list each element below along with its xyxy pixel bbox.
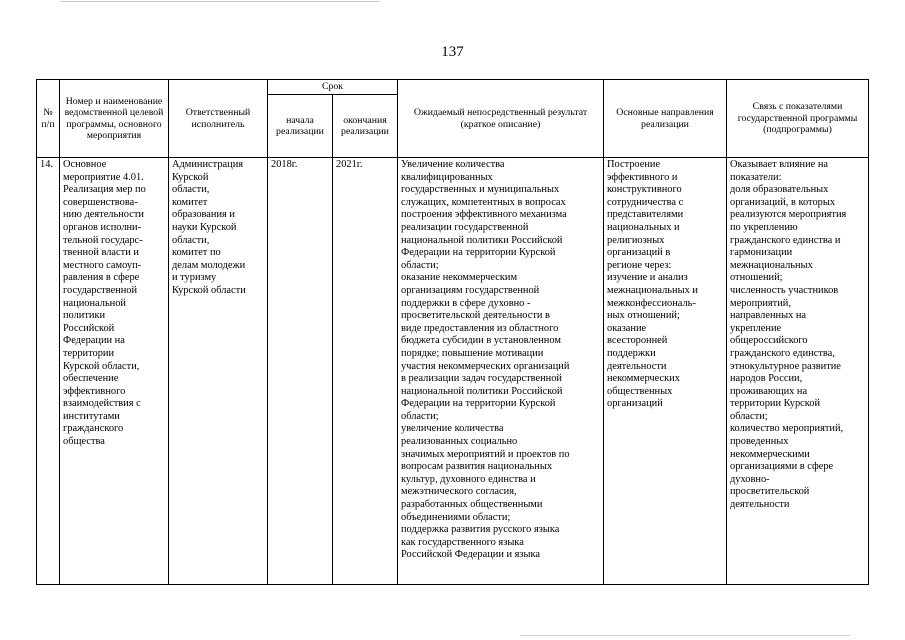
cell-text-line: Увеличение количества <box>401 159 505 170</box>
cell-text-line: доля образовательных <box>730 184 829 196</box>
cell-text-line: духовно- <box>730 473 770 485</box>
cell-text-line: обеспечение <box>63 373 119 385</box>
program-activities-table <box>36 79 869 585</box>
cell-text-line: численность участников <box>730 284 839 296</box>
header-term-end: окончания реализации <box>333 95 398 158</box>
cell-text-line: построения эффективного механизма <box>401 209 567 221</box>
cell-text-line: Российской Федерации и языка <box>401 549 540 561</box>
cell-text-line: в реализации задач государственной <box>401 373 562 385</box>
cell-text-line: гражданского единства и <box>730 234 841 246</box>
cell-text-line: поддержка развития русского языка <box>401 524 560 536</box>
responsible-cell <box>169 158 268 585</box>
cell-text-line: ных отношений; <box>607 310 680 322</box>
cell-text-line: гармонизации <box>730 247 793 259</box>
cell-text-line: области, <box>172 184 210 196</box>
cell-text-line: оказание <box>607 322 647 334</box>
header-num: № п/п <box>37 80 60 158</box>
cell-text-line: национальной <box>63 297 126 309</box>
header-expected-result: Ожидаемый непосредственный результат (краткое описание) <box>398 80 604 158</box>
cell-text-line: равления в сфере <box>63 272 140 284</box>
cell-text-line: мероприятий, <box>730 297 791 309</box>
cell-text-line: реализуются мероприятия <box>730 209 847 221</box>
cell-text-line: Федерации на территории Курской <box>401 398 556 410</box>
cell-text-line: Оказывает влияние на <box>730 159 829 170</box>
end-year-cell: 2021г. <box>333 158 398 585</box>
cell-text-line: некоммерческих <box>607 373 680 385</box>
cell-text-line: национальной политики Российской <box>401 385 563 397</box>
cell-text-line: организациями в сфере <box>730 461 834 473</box>
cell-text-line: Федерации на <box>63 335 125 347</box>
expected-result-cell <box>398 158 604 585</box>
cell-text-line: организаций в <box>607 247 671 259</box>
cell-text-line: институтами <box>63 410 120 422</box>
cell-text-line: межнациональных и <box>607 284 698 296</box>
cell-text-line: Курской <box>172 171 209 183</box>
cell-text-line: служащих, компетентных в вопросах <box>401 196 566 208</box>
cell-text-line: общественных <box>607 385 673 397</box>
cell-text-line: комитет по <box>172 247 221 259</box>
scan-edge-line-bottom <box>520 635 850 636</box>
cell-text-line: науки Курской <box>172 221 237 233</box>
start-year-cell: 2018г. <box>268 158 333 585</box>
cell-text-line: органов исполни- <box>63 221 142 233</box>
cell-text-line: твенной власти и <box>63 247 139 259</box>
cell-text-line: вопросам развития национальных <box>401 461 553 473</box>
cell-text-line: тельной государс- <box>63 234 143 246</box>
cell-text-line: участия некоммерческих организаций <box>401 360 570 372</box>
cell-text-line: реализации государственной <box>401 221 529 233</box>
cell-text-line: общества <box>63 436 105 448</box>
header-term-start: начала реализации <box>268 95 333 158</box>
cell-text-line: квалифицированных <box>401 171 493 183</box>
cell-text-line: поддержки <box>607 347 656 359</box>
cell-text-line: области, <box>172 234 210 246</box>
cell-text-line: виде предоставления из областного <box>401 322 559 334</box>
scan-edge-line-top <box>60 1 380 2</box>
cell-text-line: объединениями области; <box>401 511 511 523</box>
cell-text-line: порядке; повышение мотивации <box>401 347 544 359</box>
cell-text-line: Администрация <box>172 159 244 170</box>
cell-text-line: взаимодействия с <box>63 398 141 410</box>
cell-text-line: государственной <box>63 284 138 296</box>
cell-text-line: Курской области, <box>63 360 140 372</box>
cell-text-line: просветительской деятельности в <box>401 310 550 322</box>
directions-cell <box>604 158 727 585</box>
cell-text-line: совершенствова- <box>63 196 138 208</box>
cell-text-line: бюджета субсидии в установленном <box>401 335 561 347</box>
header-responsible: Ответственный исполнитель <box>169 80 268 158</box>
cell-text-line: Федерации на территории Курской <box>401 247 556 259</box>
table-row <box>37 158 869 585</box>
cell-text-line: Российской <box>63 322 115 334</box>
cell-text-line: организаций, в которых <box>730 196 836 208</box>
cell-text-line: изучение и анализ <box>607 272 688 284</box>
header-term: Срок <box>268 80 398 95</box>
cell-text-line: сотрудничества с <box>607 196 684 208</box>
cell-text-line: организациям государственной <box>401 284 540 296</box>
cell-text-line: всесторонней <box>607 335 668 347</box>
cell-text-line: деятельности <box>607 360 667 372</box>
program-name-cell <box>60 158 169 585</box>
header-directions: Основные направления реализации <box>604 80 727 158</box>
header-indicators: Связь с показателями государственной программы (подпрограммы) <box>727 80 869 158</box>
cell-text-line: нию деятельности <box>63 209 144 221</box>
cell-text-line: отношений; <box>730 272 783 284</box>
cell-text-line: проживающих на <box>730 385 808 397</box>
cell-text-line: организаций <box>607 398 663 410</box>
cell-text-line: как государственного языка <box>401 536 524 548</box>
cell-text-line: образования и <box>172 209 235 221</box>
cell-text-line: государственных и муниципальных <box>401 184 560 196</box>
cell-text-line: поддержки в сфере духовно - <box>401 297 531 309</box>
cell-text-line: области; <box>401 259 439 271</box>
cell-text-line: территории <box>63 347 115 359</box>
cell-text-line: количество мероприятий, <box>730 423 844 435</box>
row-number-cell: 14. <box>37 158 60 585</box>
cell-text-line: некоммерческими <box>730 448 810 460</box>
cell-text-line: национальных и <box>607 221 680 233</box>
cell-text-line: религиозных <box>607 234 665 246</box>
cell-text-line: межэтнического согласия, <box>401 486 517 498</box>
cell-text-line: делам молодежи <box>172 259 246 271</box>
cell-text-line: проведенных <box>730 436 789 448</box>
cell-text-line: территории Курской <box>730 398 821 410</box>
cell-text-line: эффективного <box>63 385 126 397</box>
cell-text-line: Построение <box>607 159 661 170</box>
cell-text-line: национальной политики Российской <box>401 234 563 246</box>
cell-text-line: направленных на <box>730 310 807 322</box>
cell-text-line: регионе через: <box>607 259 672 271</box>
cell-text-line: деятельности <box>730 499 790 511</box>
cell-text-line: показатели: <box>730 171 782 183</box>
cell-text-line: Курской области <box>172 284 246 296</box>
cell-text-line: по укреплению <box>730 221 798 233</box>
indicators-cell <box>727 158 869 585</box>
cell-text-line: общероссийского <box>730 335 808 347</box>
cell-text-line: значимых мероприятий и проектов по <box>401 448 570 460</box>
cell-text-line: этнокультурное развитие <box>730 360 841 372</box>
cell-text-line: народов России, <box>730 373 803 385</box>
cell-text-line: политики <box>63 310 106 322</box>
cell-text-line: гражданского единства, <box>730 347 835 359</box>
cell-text-line: представителями <box>607 209 684 221</box>
cell-text-line: Основное <box>63 159 107 170</box>
cell-text-line: мероприятие 4.01. <box>63 171 144 183</box>
cell-text-line: межнациональных <box>730 259 813 271</box>
cell-text-line: межконфессиональ- <box>607 297 696 309</box>
cell-text-line: укрепление <box>730 322 782 334</box>
cell-text-line: области; <box>401 410 439 422</box>
cell-text-line: разработанных общественными <box>401 499 543 511</box>
cell-text-line: Реализация мер по <box>63 184 146 196</box>
cell-text-line: эффективного и <box>607 171 678 183</box>
cell-text-line: культур, духовного единства и <box>401 473 536 485</box>
cell-text-line: гражданского <box>63 423 124 435</box>
cell-text-line: области; <box>730 410 768 422</box>
cell-text-line: конструктивного <box>607 184 682 196</box>
page-number: 137 <box>441 44 464 60</box>
cell-text-line: местного самоуп- <box>63 259 142 271</box>
cell-text-line: оказание некоммерческим <box>401 272 518 284</box>
cell-text-line: комитет <box>172 196 208 208</box>
cell-text-line: просветительской <box>730 486 810 498</box>
cell-text-line: увеличение количества <box>401 423 504 435</box>
header-program-name: Номер и наименование ведомственной целевой программы, основного мероприятия <box>60 80 169 158</box>
cell-text-line: реализованных социально <box>401 436 518 448</box>
cell-text-line: и туризму <box>172 272 217 284</box>
